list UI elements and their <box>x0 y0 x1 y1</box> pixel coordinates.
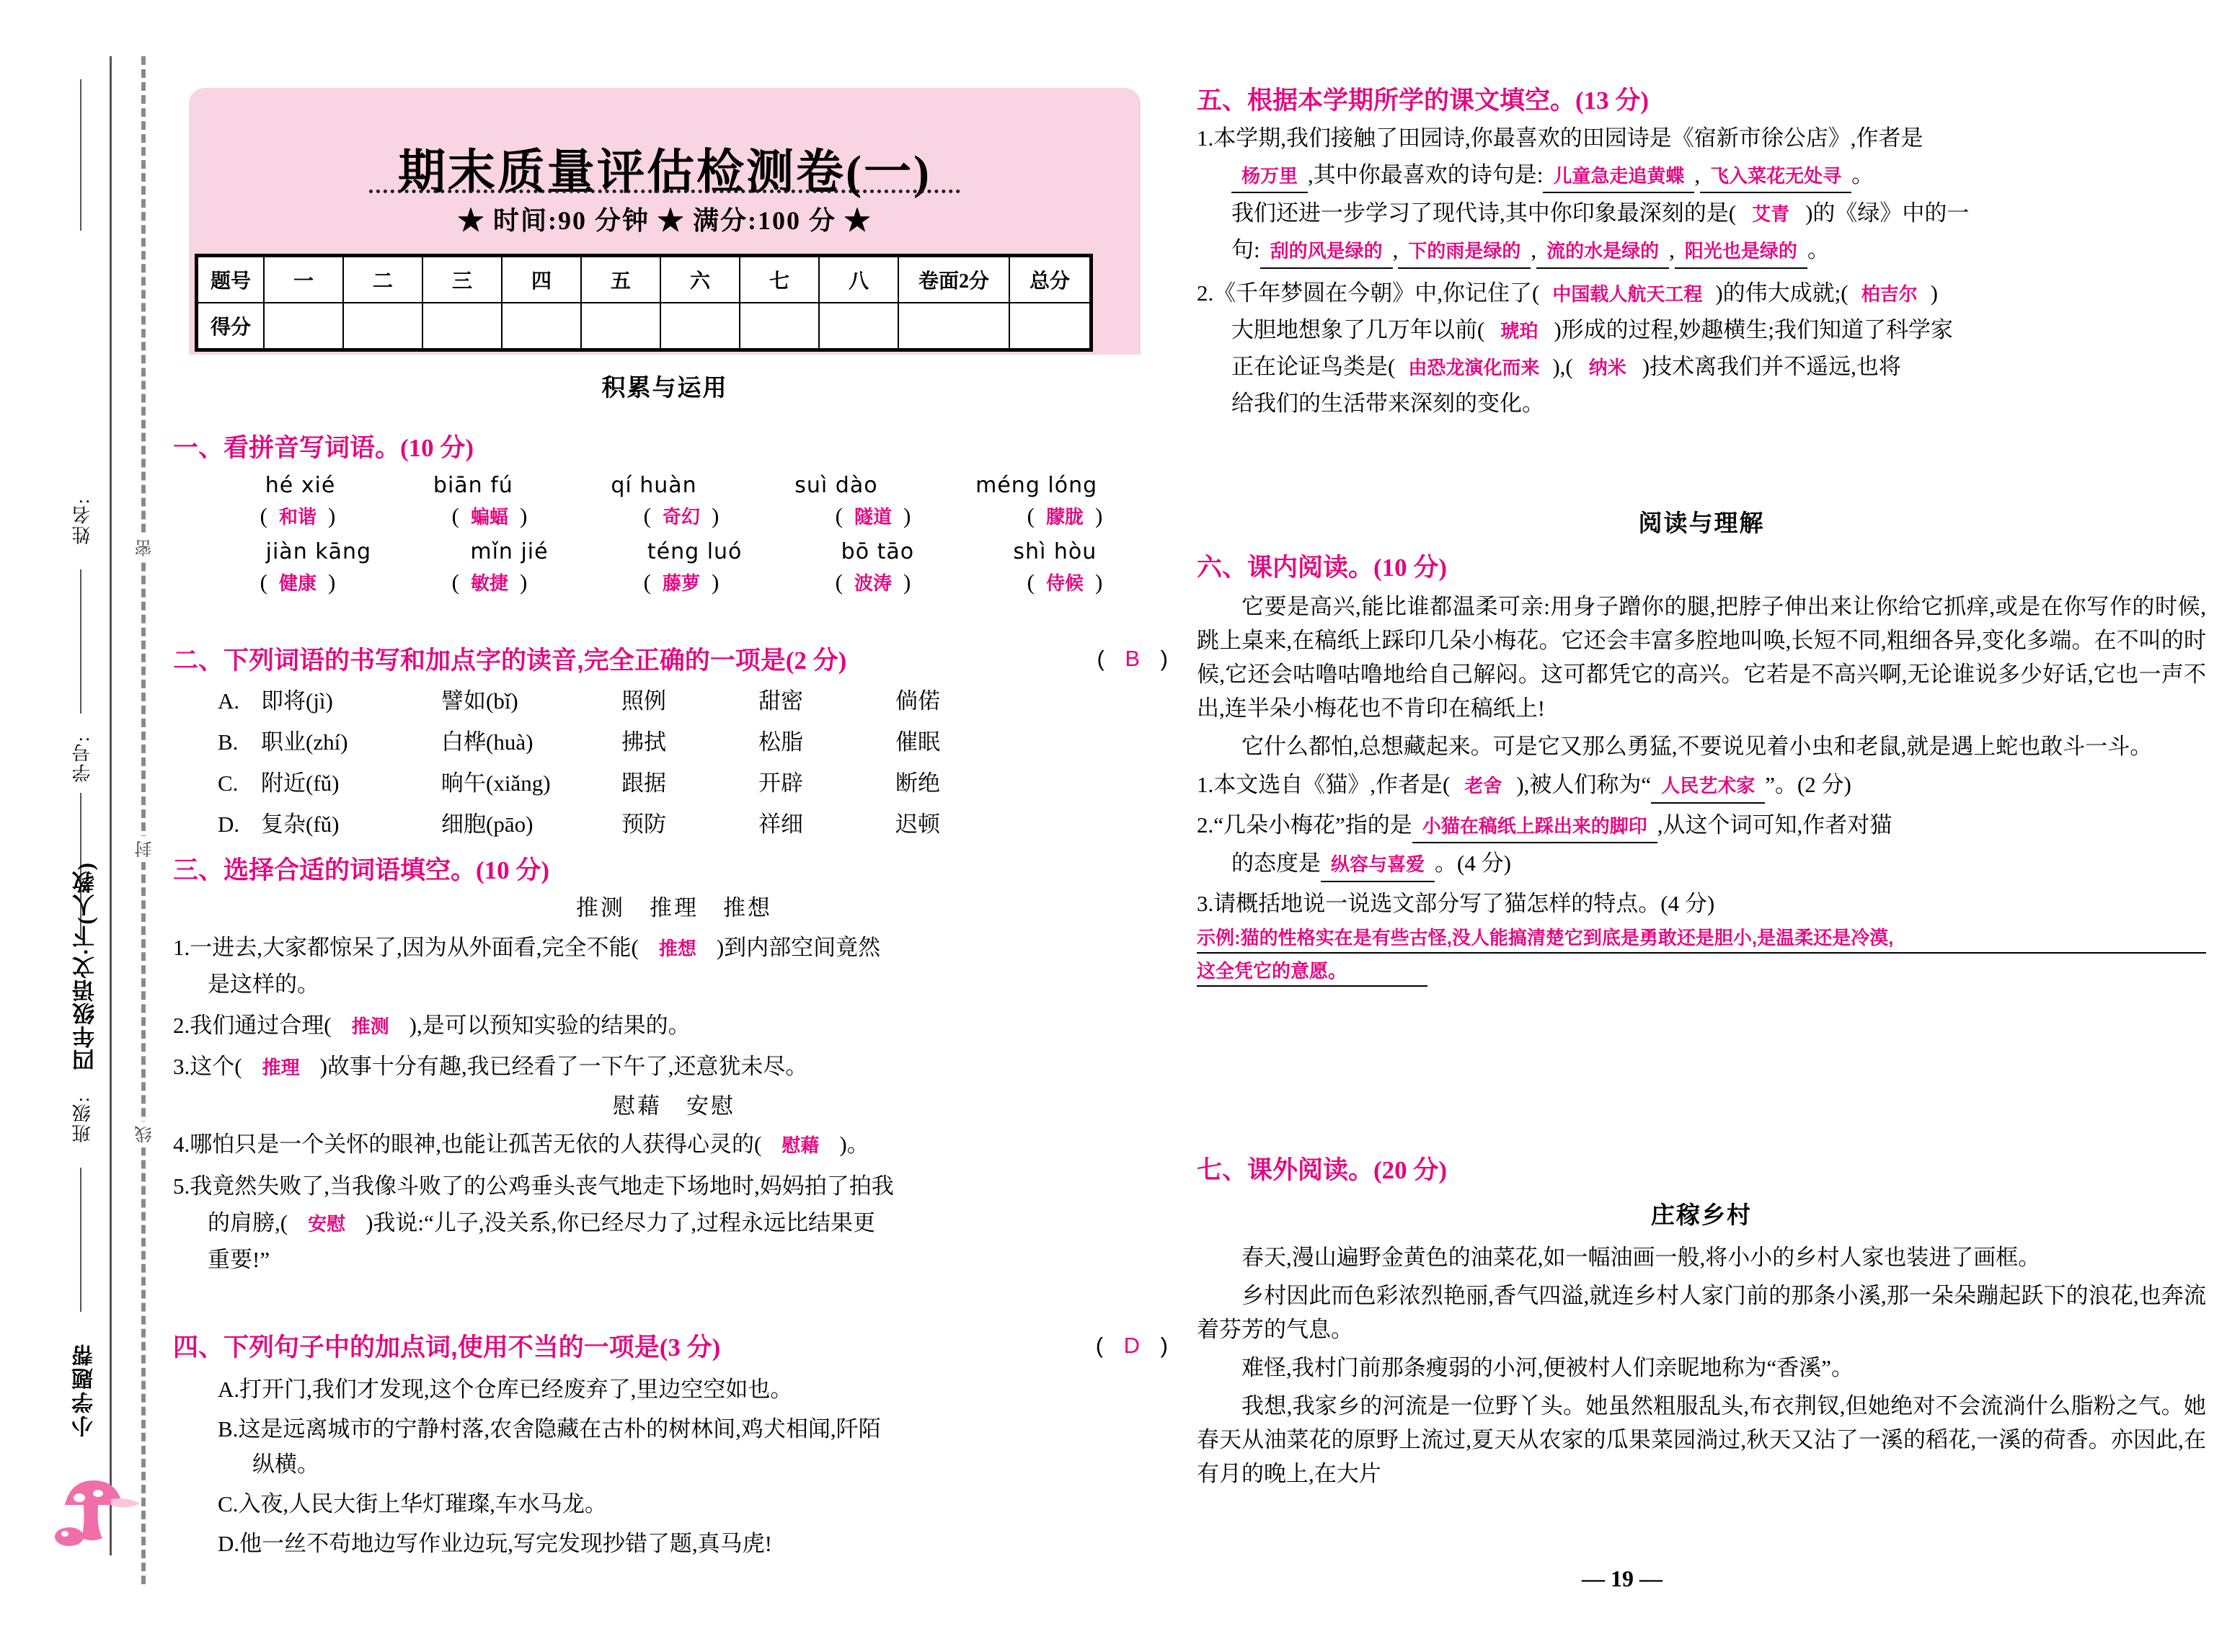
section-5-heading <box>1197 85 2206 117</box>
pinyin-2-0: jiàn kāng <box>265 538 372 564</box>
section-1-heading <box>173 432 1175 464</box>
pinyin-row-1-pinyin <box>173 473 1175 498</box>
answer-bracket: ( 奇幻 ) <box>643 502 720 528</box>
s5-q1-line2 <box>1197 158 2206 194</box>
score-col-5: 六 <box>660 256 740 303</box>
score-cell-4[interactable] <box>581 303 660 350</box>
s5-q2-a5[interactable]: 纳米 <box>1588 357 1626 379</box>
page-number: — 19 — <box>1582 1566 1662 1591</box>
item-5-line2 <box>173 1206 1175 1240</box>
s6-q1-t1: 本文选自《猫》,作者是( <box>1213 772 1451 798</box>
section-4 <box>173 1332 1175 1560</box>
option-c-label: C. <box>218 770 239 796</box>
score-cell-7[interactable] <box>819 303 898 350</box>
section-4-title: 四、下列句子中的加点词,使用不当的一项是 <box>173 1333 660 1362</box>
part-heading-accumulation <box>189 369 1141 403</box>
pinyin-1-0: hé xié <box>265 472 336 498</box>
item-3-text-before: 这个( <box>190 1054 242 1080</box>
s6-q2-num: 2. <box>1197 812 1214 838</box>
option-c-item-1: 晌午(xiǎng) <box>441 770 551 796</box>
s6-q2-a2[interactable]: 纵容与喜爱 <box>1321 851 1435 882</box>
article-paragraph-4: 我想,我家乡的河流是一位野丫头。她虽然粗服乱头,布衣荆钗,但她绝对不会流淌什么脂粉之气。她春天从油菜花的原野上流过,夏天从农家的瓜果菜园淌过,秋天又沾了一溪的稻花,一溪的荷香。亦因此,在有月的晚上,在大片 <box>1197 1393 2206 1487</box>
part1-heading-text: 积累与运用 <box>601 374 728 401</box>
s6-q1-a1[interactable]: 老舍 <box>1464 775 1502 797</box>
option-d-item-0: 复杂(fǔ) <box>261 812 340 838</box>
section-1 <box>173 432 1175 595</box>
s5-q1-a2[interactable]: 儿童急走追黄蝶 <box>1543 162 1694 194</box>
score-cell-5[interactable] <box>660 303 740 350</box>
item-1-line2: 是这样的。 <box>208 971 319 997</box>
s6-q3-t1: 请概括地说一说选文部分写了猫怎样的特点。(4 分) <box>1213 890 1715 916</box>
word-bank-2: 慰藉 安慰 <box>613 1093 735 1119</box>
article-paragraph-1: 春天,漫山遍野金黄色的油菜花,如一幅油画一般,将小小的乡村人家也装进了画框。 <box>1241 1244 2041 1270</box>
s5-q2-a4[interactable]: 由恐龙演化而来 <box>1408 357 1540 379</box>
margin-divider-2 <box>80 569 81 714</box>
word-bank-1: 推测 推理 推想 <box>576 894 772 920</box>
score-col-6: 七 <box>740 256 819 303</box>
option-row <box>173 725 1175 759</box>
s4-option-b-line2: 纵横。 <box>252 1451 319 1477</box>
s4-option-a-text: 打开门,我们才发现,这个仓库已经废弃了,里边空空如也。 <box>239 1376 793 1402</box>
section-6-points: (10 分) <box>1373 554 1448 582</box>
score-cell-3[interactable] <box>502 303 581 350</box>
passage-paragraph-2: 它什么都怕,总想藏起来。可是它又那么勇猛,不要说见着小虫和老鼠,就是遇上蛇也敢斗一斗。 <box>1241 734 2153 760</box>
item-4-num: 4. <box>173 1132 190 1158</box>
s5-q2-t2: )的伟大成就;( <box>1715 280 1849 306</box>
seal-char-2: 线 <box>133 1122 158 1147</box>
s5-q2-line4: 给我们的生活带来深刻的变化。 <box>1231 391 1544 417</box>
item-1-text-before: 一进去,大家都惊呆了,因为从外面看,完全不能( <box>190 934 639 960</box>
s6-q3-answer-line1 <box>1197 923 2206 954</box>
answer-1-3[interactable]: 隧道 <box>854 505 892 528</box>
section-4-answer-box: ( D ) <box>1095 1333 1175 1358</box>
section-6-heading <box>1197 552 2206 584</box>
s5-q1-t4: 。 <box>1851 161 1874 187</box>
pinyin-2-3: bō tāo <box>841 538 915 564</box>
score-table <box>195 254 1093 352</box>
section-3 <box>173 855 1175 1276</box>
s4-option-d <box>173 1527 1175 1560</box>
s6-q2-line1 <box>1197 808 2206 844</box>
s6-q3-line1 <box>1197 887 2206 920</box>
s5-q1-t1: 本学期,我们接触了田园诗,你最喜欢的田园诗是《宿新市徐公店》,作者是 <box>1213 125 1923 151</box>
item-3-answer[interactable]: 推理 <box>262 1057 300 1079</box>
s5-q1-t8: 。 <box>1807 237 1830 263</box>
section-2-answer[interactable]: B <box>1125 646 1148 671</box>
option-b-item-2: 拂拭 <box>621 729 666 755</box>
s6-q1-t2: ),被人们称为“ <box>1516 772 1652 798</box>
s5-q1-num: 1. <box>1197 125 1214 151</box>
s5-q1-line4: 句: 刮的风是绿的 , 下的雨是绿的 , 流的水是绿的 , 阳光也是绿的 。 <box>1197 233 2206 269</box>
s6-q2-t4: 。(4 分) <box>1435 851 1511 876</box>
score-col-0: 一 <box>264 256 343 303</box>
item-3-text-after: )故事十分有趣,我已经看了一下午了,还意犹未尽。 <box>319 1054 808 1080</box>
s4-option-b <box>173 1412 1175 1446</box>
item-1-answer[interactable]: 推想 <box>658 937 696 959</box>
answer-2-1[interactable]: 敏捷 <box>470 572 508 594</box>
score-cell-1[interactable] <box>343 303 422 350</box>
s6-q1-num: 1. <box>1197 772 1214 798</box>
s6-q2-t2: ,从这个词可知,作者对猫 <box>1657 812 1892 838</box>
section-2-heading <box>173 645 1175 677</box>
option-d-item-2: 预防 <box>621 812 666 838</box>
section-7-heading <box>1197 1155 2206 1186</box>
section-1-points: (10 分) <box>400 434 474 462</box>
answer-1-1[interactable]: 蝙蝠 <box>470 505 508 528</box>
table-row <box>197 303 1092 350</box>
s6-q1-t3: ”。(2 分) <box>1765 772 1851 798</box>
section-4-points: (3 分) <box>659 1333 721 1362</box>
s6-q1-a2[interactable]: 人民艺术家 <box>1651 772 1765 804</box>
brand-label: 小学题帮 <box>73 1342 97 1437</box>
s5-q2-num: 2. <box>1197 280 1214 306</box>
s6-q3-answer-line2 <box>1197 956 2206 987</box>
subject-label: 四年级语文·下(人教) <box>73 862 98 1071</box>
article-paragraph-3: 难怪,我村门前那条瘦弱的小河,便被村人们亲昵地称为“香溪”。 <box>1241 1355 1854 1381</box>
answer-2-4[interactable]: 侍候 <box>1045 572 1084 594</box>
answer-1-0[interactable]: 和谐 <box>278 505 316 528</box>
part2-heading: 阅读与理解 <box>1638 510 1765 536</box>
option-b-label: B. <box>218 729 239 755</box>
fill-item-4 <box>173 1127 1175 1161</box>
option-b-item-0: 职业(zhí) <box>261 729 348 755</box>
pinyin-row-2-answers <box>173 569 1175 595</box>
item-5-line3: 重要!” <box>208 1246 270 1272</box>
pinyin-1-3: suì dào <box>794 472 878 498</box>
s6-q2-t1: “几朵小梅花”指的是 <box>1213 812 1412 838</box>
page-title: 期末质量评估检测卷(一) <box>398 146 931 199</box>
s4-option-c <box>173 1487 1175 1521</box>
answer-bracket: ( 藤萝 ) <box>643 569 720 595</box>
option-d-item-1: 细胞(pāo) <box>441 812 533 838</box>
s6-q3-a2[interactable]: 这全凭它的意愿。 <box>1197 956 1427 987</box>
option-c-item-4: 断绝 <box>895 770 940 796</box>
section-1-title: 一、看拼音写词语。 <box>173 434 401 462</box>
student-id-label: 学号: <box>72 735 93 783</box>
s5-q1-line3 <box>1197 196 2206 230</box>
item-5-line2-before: 的肩膀,( <box>208 1209 288 1235</box>
option-a-item-4: 倘偌 <box>895 688 940 714</box>
option-b-item-4: 催眠 <box>895 729 940 755</box>
score-col-2: 三 <box>422 256 502 303</box>
s5-q2-a1[interactable]: 中国载人航天工程 <box>1552 283 1703 305</box>
passage-paragraph-1: 它要是高兴,能比谁都温柔可亲:用身子蹭你的腿,把脖子伸出来让你给它抓痒,或是在你写作的时候,跳上桌来,在稿纸上踩印几朵小梅花。它还会丰富多腔地叫唤,长短不同,粗细各异,变化多端。在不叫的时候,它还会咕噜咕噜地给自己解闷。这可都凭它的高兴。它若是不高兴啊,无论谁说多少好话,它也一声不出,连半朵小梅花也不肯印在稿纸上! <box>1197 593 2206 721</box>
pinyin-row-2-pinyin <box>173 539 1175 564</box>
s4-option-a-label: A. <box>218 1376 240 1402</box>
section-5 <box>1197 85 2206 420</box>
item-3-num: 3. <box>173 1054 190 1080</box>
answer-bracket: ( 蝙蝠 ) <box>451 502 528 528</box>
class-label: 班级: <box>72 1096 93 1143</box>
s4-option-a <box>173 1372 1175 1406</box>
s5-q1-a4[interactable]: 艾青 <box>1752 203 1790 226</box>
answer-2-3[interactable]: 波涛 <box>854 572 892 594</box>
s6-q3-num: 3. <box>1197 890 1214 916</box>
item-2-text-after: ),是可以预知实验的结果的。 <box>409 1013 691 1039</box>
s5-q2-t5: )形成的过程,妙趣横生;我们知道了科学家 <box>1554 317 1954 343</box>
option-row <box>173 807 1175 841</box>
seal-char-0: 密 <box>133 535 158 561</box>
answer-2-0[interactable]: 健康 <box>278 572 316 594</box>
answer-bracket: ( 隧道 ) <box>835 502 911 528</box>
answer-1-2[interactable]: 奇幻 <box>662 505 700 528</box>
option-row <box>173 684 1175 718</box>
section-7-points: (20 分) <box>1373 1156 1448 1184</box>
s6-q1 <box>1197 768 2206 804</box>
item-2-answer[interactable]: 推测 <box>351 1016 389 1038</box>
option-c-item-3: 开辟 <box>758 770 803 796</box>
title-divider <box>369 190 960 193</box>
score-cell-8[interactable] <box>898 303 1009 350</box>
s5-q1-a3[interactable]: 飞入菜花无处寻 <box>1700 162 1851 194</box>
pinyin-2-2: téng luó <box>647 538 743 564</box>
item-4-answer[interactable]: 慰藉 <box>782 1134 820 1157</box>
pinyin-1-1: biān fú <box>433 472 513 498</box>
s5-q1-t2: ,其中你最喜欢的诗句是: <box>1308 161 1544 187</box>
item-4-text-after: )。 <box>839 1132 869 1158</box>
section-6-title: 六、课内阅读。 <box>1197 554 1374 582</box>
score-col-7: 八 <box>819 256 898 303</box>
score-row-label-1: 得分 <box>197 303 265 350</box>
item-2-num: 2. <box>173 1013 190 1039</box>
score-col-4: 五 <box>581 256 660 303</box>
score-cell-2[interactable] <box>422 303 502 350</box>
section-7-title: 七、课外阅读。 <box>1197 1156 1374 1184</box>
score-col-8: 卷面2分 <box>898 256 1009 303</box>
margin-divider-1 <box>80 79 81 231</box>
section-3-heading <box>173 855 1175 887</box>
pinyin-1-4: méng lóng <box>975 472 1098 498</box>
section-2 <box>173 645 1175 841</box>
s5-q2-t8: )技术离我们并不遥远,也将 <box>1642 354 1901 380</box>
option-a-label: A. <box>218 688 240 714</box>
answer-bracket: ( 波涛 ) <box>835 569 911 595</box>
s5-q1-t6: )的《绿》中的一 <box>1805 200 1970 226</box>
option-a-item-0: 即将(jì) <box>261 688 333 714</box>
item-4-text-before: 哪怕只是一个关怀的眼神,也能让孤苦无依的人获得心灵的( <box>190 1132 762 1158</box>
mushroom-decoration <box>50 1462 144 1548</box>
s5-q1-t7: 句: <box>1231 237 1260 263</box>
item-5-text-before: 我竟然失败了,当我像斗败了的公鸡垂头丧气地走下场地时,妈妈拍了拍我 <box>190 1173 894 1199</box>
answer-bracket: ( 和谐 ) <box>260 502 336 528</box>
option-b-item-3: 松脂 <box>758 729 803 755</box>
exam-meta: ★ 时间:90 分钟 ★ 满分:100 分 ★ <box>458 206 872 235</box>
s5-q1-a6[interactable]: 下的雨是绿的 <box>1398 237 1531 269</box>
item-5-num: 5. <box>173 1173 190 1199</box>
answer-bracket: ( 侍候 ) <box>1027 569 1103 595</box>
score-col-3: 四 <box>502 256 581 303</box>
item-1-text-after: )到内部空间竟然 <box>716 934 881 960</box>
s5-q2-a2[interactable]: 柏吉尔 <box>1861 283 1918 305</box>
s6-q2-t3: 的态度是 <box>1231 851 1321 876</box>
option-c-item-0: 附近(fǔ) <box>261 770 340 796</box>
s5-q2-line1 <box>1197 276 2206 310</box>
section-2-answer-box: ( B ) <box>1097 646 1175 671</box>
score-col-9: 总分 <box>1009 256 1092 303</box>
section-3-points: (10 分) <box>476 856 550 884</box>
s4-option-c-label: C. <box>218 1491 239 1517</box>
s5-q2-t4: 大胆地想象了几万年以前( <box>1231 317 1485 343</box>
section-3-title: 三、选择合适的词语填空。 <box>173 856 477 884</box>
option-d-label: D. <box>218 812 240 838</box>
score-row-label-0: 题号 <box>197 256 265 303</box>
s5-q2-t3: ) <box>1930 280 1938 306</box>
item-1-num: 1. <box>173 934 190 960</box>
option-a-item-2: 照例 <box>621 688 666 714</box>
section-2-title: 二、下列词语的书写和加点字的读音,完全正确的一项是 <box>173 647 786 675</box>
answer-bracket: ( 健康 ) <box>260 569 336 595</box>
option-a-item-1: 譬如(bǐ) <box>441 688 518 714</box>
section-2-points: (2 分) <box>785 647 847 675</box>
s6-q2-a1[interactable]: 小猫在稿纸上踩出来的脚印 <box>1412 812 1657 844</box>
score-cell-9[interactable] <box>1009 303 1092 350</box>
s4-option-b-text: 这是远离城市的宁静村落,农舍隐藏在古朴的树林间,鸡犬相闻,阡陌 <box>238 1416 881 1442</box>
option-d-item-4: 迟顿 <box>895 812 940 838</box>
student-name-label: 姓名: <box>72 497 93 545</box>
section-4-answer[interactable]: D <box>1123 1333 1148 1358</box>
item-5-answer[interactable]: 安慰 <box>308 1212 346 1235</box>
option-d-item-3: 祥细 <box>758 812 803 838</box>
score-cell-0[interactable] <box>264 303 343 350</box>
margin-divider-4 <box>80 1168 81 1312</box>
table-row <box>197 256 1092 303</box>
s6-q3-a1[interactable]: 示例:猫的性格实在是有些古怪,没人能搞清楚它到底是勇敢还是胆小,是温柔还是冷漠, <box>1197 923 2206 954</box>
option-b-item-1: 白桦(huà) <box>441 729 533 755</box>
score-col-1: 二 <box>343 256 422 303</box>
pinyin-2-4: shì hòu <box>1013 538 1097 564</box>
s5-q1-t5: 我们还进一步学习了现代诗,其中你印象最深刻的是( <box>1231 200 1737 226</box>
article-paragraph-2: 乡村因此而色彩浓烈艳丽,香气四溢,就连乡村人家门前的那条小溪,那一朵朵蹦起跃下的浪花,也奔流着芬芳的气息。 <box>1197 1282 2206 1342</box>
answer-1-4[interactable]: 朦胧 <box>1045 505 1084 528</box>
s5-q1-a1[interactable]: 杨万里 <box>1231 162 1308 194</box>
answer-bracket: ( 敏捷 ) <box>451 569 528 595</box>
option-a-item-3: 甜密 <box>758 688 803 714</box>
score-cell-6[interactable] <box>740 303 819 350</box>
section-5-points: (13 分) <box>1575 86 1650 115</box>
fill-item-3 <box>173 1049 1175 1083</box>
s5-q2-a3[interactable]: 琥珀 <box>1500 320 1538 342</box>
s5-q2-t7: ),( <box>1552 354 1573 380</box>
answer-bracket: ( 朦胧 ) <box>1027 502 1103 528</box>
fill-item-5 <box>173 1169 1175 1203</box>
section-6 <box>1197 552 2206 987</box>
s5-q1-line1 <box>1197 121 2206 155</box>
s5-q1-a8[interactable]: 阳光也是绿的 <box>1675 237 1807 269</box>
answer-2-2[interactable]: 藤萝 <box>662 572 700 594</box>
article-title: 庄稼乡村 <box>1651 1201 1752 1228</box>
sealing-dashed-line <box>141 56 146 1584</box>
margin-rule <box>110 56 112 1555</box>
section-4-heading <box>173 1332 1175 1364</box>
section-7 <box>1197 1155 2206 1491</box>
item-2-text-before: 我们通过合理( <box>190 1013 332 1039</box>
pinyin-row-1-answers <box>173 502 1175 529</box>
s5-q1-t3: , <box>1694 161 1701 187</box>
fill-item-1 <box>173 931 1175 964</box>
s4-option-d-text: 他一丝不苟地边写作业边玩,写完发现抄错了题,真马虎! <box>239 1531 772 1557</box>
s5-q1-a7[interactable]: 流的水是绿的 <box>1536 237 1669 269</box>
fill-item-2 <box>173 1008 1175 1042</box>
pinyin-2-1: mǐn jié <box>470 538 549 564</box>
pinyin-1-2: qí huàn <box>611 472 697 498</box>
option-row <box>173 766 1175 800</box>
s5-q2-line2 <box>1197 313 2206 347</box>
s5-q2-t1: 《千年梦圆在今朝》中,你记住了( <box>1213 280 1540 306</box>
s4-option-c-text: 入夜,人民大街上华灯璀璨,车水马龙。 <box>238 1491 607 1517</box>
seal-char-1: 封 <box>133 836 158 862</box>
s6-q2-line2 <box>1197 846 2206 882</box>
s4-option-d-label: D. <box>218 1531 240 1557</box>
s5-q2-t6: 正在论证鸟类是( <box>1231 354 1396 380</box>
option-c-item-2: 跟据 <box>621 770 666 796</box>
section-5-title: 五、根据本学期所学的课文填空。 <box>1197 86 1576 115</box>
s4-option-b-label: B. <box>218 1416 239 1442</box>
s5-q1-a5[interactable]: 刮的风是绿的 <box>1260 237 1393 269</box>
s5-q2-line3 <box>1197 350 2206 383</box>
item-5-line2-after: )我说:“儿子,没关系,你已经尽力了,过程永远比结果更 <box>366 1209 876 1235</box>
